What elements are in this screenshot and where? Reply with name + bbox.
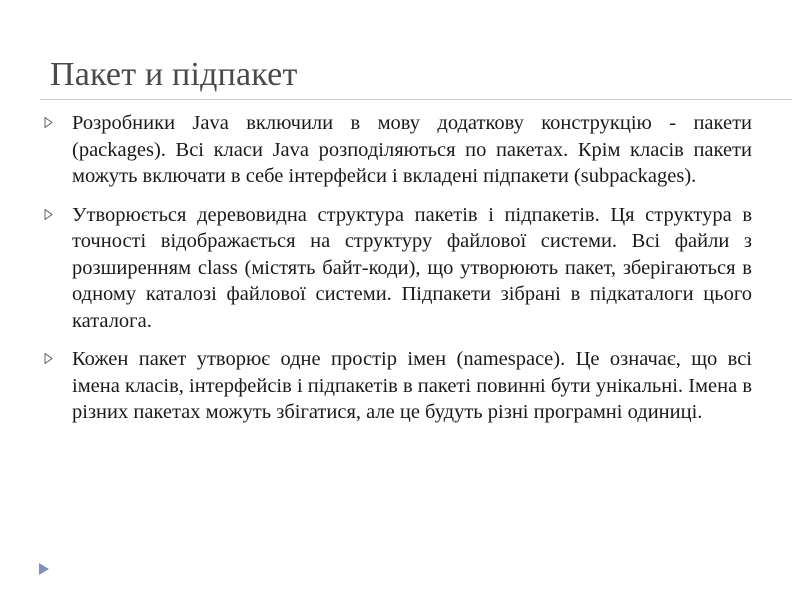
slide-title: Пакет и підпакет (50, 56, 298, 93)
bullet-item (44, 110, 752, 190)
bullet-arrow-icon (44, 209, 53, 220)
title-divider (40, 99, 792, 100)
bullet-item (44, 202, 752, 335)
bullet-text: Кожен пакет утворює одне простір імен (namespace). Це означає, що всі імена класів, інтерфейсів і підпакетів в пакеті повинні бути унікальні. Імена в різних пакетах можуть збігатися, але це будуть різні програмні одиниці. (72, 348, 752, 423)
bullet-item (44, 346, 752, 426)
bullet-text: Розробники Java включили в мову додаткову конструкцію - пакети (packages). Всі класи Java розподіляються по пакетах. Крім класів пакети можуть включати в себе інтерфейси і вкладені підпакети (subpackages). (72, 112, 752, 187)
bullet-text: Утворюється деревовидна структура пакетів і підпакетів. Ця структура в точності відображається на структуру файлової системи. Всі файли з розширенням class (містять байт-коди), що утворюють пакет, зберігаються в одному каталозі файлової системи. Підпакети зібрані в підкаталоги цього каталога. (72, 203, 752, 332)
bullet-arrow-icon (44, 117, 53, 128)
bullet-arrow-icon (44, 353, 53, 364)
nav-arrow-icon[interactable] (38, 562, 50, 576)
bullet-list (44, 110, 752, 438)
